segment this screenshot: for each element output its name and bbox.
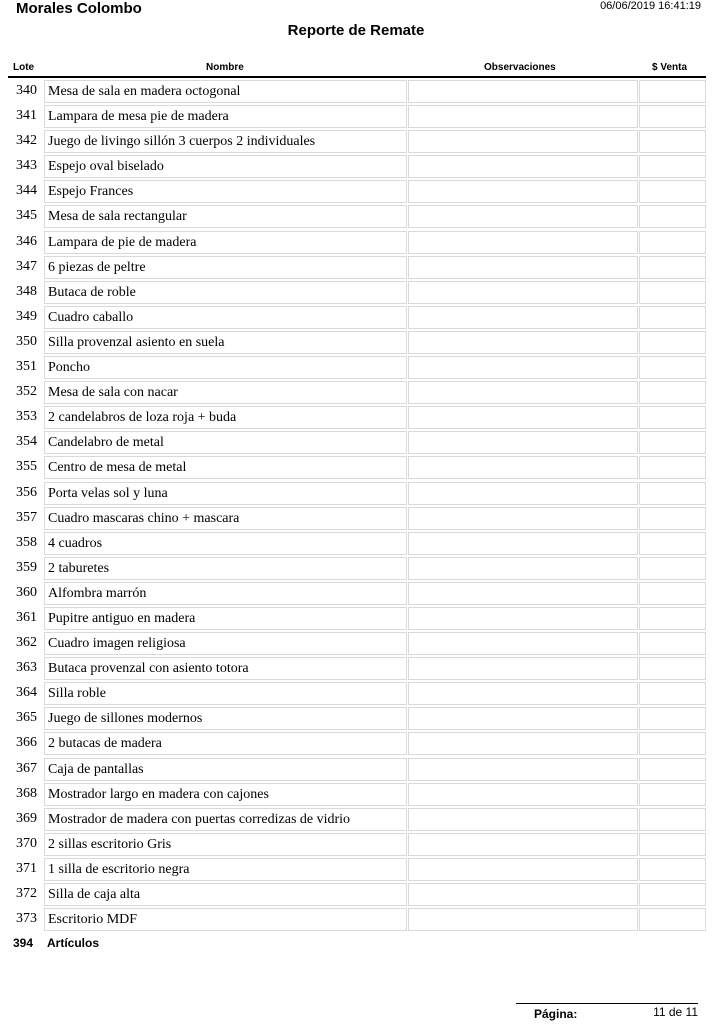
nombre-cell <box>44 783 407 806</box>
nombre-cell <box>44 456 407 479</box>
table-row <box>8 79 706 104</box>
observaciones-cell[interactable] <box>408 306 638 329</box>
venta-cell[interactable] <box>639 256 706 279</box>
lote-number: 370 <box>16 835 37 851</box>
lote-cell <box>8 456 43 479</box>
observaciones-cell[interactable] <box>408 256 638 279</box>
lote-number: 351 <box>16 359 37 375</box>
lote-cell <box>8 431 43 454</box>
item-name: 1 silla de escritorio negra <box>48 861 190 877</box>
lote-number: 363 <box>16 660 37 676</box>
lote-number: 349 <box>16 308 37 324</box>
table-row <box>8 179 706 204</box>
venta-cell[interactable] <box>639 657 706 680</box>
lote-number: 362 <box>16 635 37 651</box>
report-timestamp: 06/06/2019 16:41:19 <box>600 0 701 12</box>
lote-number: 341 <box>16 108 37 124</box>
lote-number: 368 <box>16 785 37 801</box>
lote-cell <box>8 130 43 153</box>
lote-cell <box>8 356 43 379</box>
venta-cell[interactable] <box>639 306 706 329</box>
item-name: Centro de mesa de metal <box>48 460 187 476</box>
observaciones-cell[interactable] <box>408 632 638 655</box>
table-row <box>8 129 706 154</box>
venta-cell[interactable] <box>639 406 706 429</box>
venta-cell[interactable] <box>639 231 706 254</box>
item-name: 4 cuadros <box>48 535 103 551</box>
venta-cell[interactable] <box>639 532 706 555</box>
observaciones-cell[interactable] <box>408 456 638 479</box>
table-row <box>8 255 706 280</box>
venta-cell[interactable] <box>639 205 706 228</box>
nombre-cell <box>44 155 407 178</box>
lote-cell <box>8 231 43 254</box>
table-row <box>8 656 706 681</box>
lote-cell <box>8 105 43 128</box>
nombre-cell <box>44 707 407 730</box>
observaciones-cell[interactable] <box>408 858 638 881</box>
table-row <box>8 330 706 355</box>
column-header-lote: Lote <box>13 62 35 73</box>
item-name: Poncho <box>48 360 90 376</box>
lote-cell <box>8 883 43 906</box>
item-name: 2 candelabros de loza roja + buda <box>48 410 237 426</box>
venta-cell[interactable] <box>639 758 706 781</box>
nombre-cell <box>44 532 407 555</box>
nombre-cell <box>44 80 407 103</box>
lote-cell <box>8 607 43 630</box>
item-name: Mostrador largo en madera con cajones <box>48 786 269 802</box>
item-name: Juego de sillones modernos <box>48 711 203 727</box>
venta-cell[interactable] <box>639 155 706 178</box>
lote-cell <box>8 180 43 203</box>
observaciones-cell[interactable] <box>408 883 638 906</box>
item-name: Escritorio MDF <box>48 912 138 928</box>
table-row <box>8 280 706 305</box>
item-name: 2 taburetes <box>48 560 110 576</box>
observaciones-cell[interactable] <box>408 607 638 630</box>
item-name: Pupitre antiguo en madera <box>48 610 196 626</box>
observaciones-cell[interactable] <box>408 682 638 705</box>
observaciones-cell[interactable] <box>408 532 638 555</box>
lote-number: 364 <box>16 685 37 701</box>
nombre-cell <box>44 657 407 680</box>
total-count: 394 <box>13 936 34 950</box>
observaciones-cell[interactable] <box>408 557 638 580</box>
item-name: 2 butacas de madera <box>48 736 162 752</box>
nombre-cell <box>44 858 407 881</box>
venta-cell[interactable] <box>639 682 706 705</box>
lote-cell <box>8 707 43 730</box>
table-row <box>8 857 706 882</box>
table-row <box>8 355 706 380</box>
observaciones-cell[interactable] <box>408 331 638 354</box>
column-header-observaciones: Observaciones <box>484 62 556 73</box>
item-name: Silla provenzal asiento en suela <box>48 334 225 350</box>
lote-number: 372 <box>16 886 37 901</box>
lote-number: 353 <box>16 409 37 425</box>
venta-cell[interactable] <box>639 356 706 379</box>
nombre-cell <box>44 507 407 530</box>
company-name: Morales Colombo <box>16 0 142 17</box>
nombre-cell <box>44 908 407 931</box>
lote-number: 359 <box>16 559 37 575</box>
venta-cell[interactable] <box>639 582 706 605</box>
lote-cell <box>8 482 43 505</box>
nombre-cell <box>44 431 407 454</box>
observaciones-cell[interactable] <box>408 231 638 254</box>
table-row <box>8 305 706 330</box>
table-row <box>8 757 706 782</box>
nombre-cell <box>44 732 407 755</box>
item-name: Butaca provenzal con asiento totora <box>48 661 249 677</box>
table-row <box>8 556 706 581</box>
observaciones-cell[interactable] <box>408 406 638 429</box>
nombre-cell <box>44 582 407 605</box>
lot-table <box>8 79 706 932</box>
lote-cell <box>8 331 43 354</box>
venta-cell[interactable] <box>639 607 706 630</box>
table-row <box>8 907 706 932</box>
observaciones-cell[interactable] <box>408 707 638 730</box>
observaciones-cell[interactable] <box>408 732 638 755</box>
venta-cell[interactable] <box>639 908 706 931</box>
table-row <box>8 154 706 179</box>
lote-number: 347 <box>16 258 37 274</box>
lote-number: 358 <box>16 534 37 550</box>
item-name: Butaca de roble <box>48 284 136 300</box>
venta-cell[interactable] <box>639 105 706 128</box>
observaciones-cell[interactable] <box>408 783 638 806</box>
lote-cell <box>8 908 43 931</box>
venta-cell[interactable] <box>639 707 706 730</box>
nombre-cell <box>44 632 407 655</box>
table-row <box>8 782 706 807</box>
observaciones-cell[interactable] <box>408 507 638 530</box>
table-row <box>8 204 706 229</box>
observaciones-cell[interactable] <box>408 482 638 505</box>
observaciones-cell[interactable] <box>408 205 638 228</box>
lote-number: 355 <box>16 459 37 475</box>
item-name: Candelabro de metal <box>48 435 164 451</box>
report-title: Reporte de Remate <box>287 22 425 39</box>
observaciones-cell[interactable] <box>408 833 638 856</box>
lote-number: 367 <box>16 760 37 776</box>
lote-cell <box>8 632 43 655</box>
lote-number: 342 <box>16 133 37 149</box>
table-row <box>8 230 706 255</box>
nombre-cell <box>44 231 407 254</box>
nombre-cell <box>44 356 407 379</box>
table-row <box>8 481 706 506</box>
table-row <box>8 380 706 405</box>
item-name: Caja de pantallas <box>48 761 144 777</box>
observaciones-cell[interactable] <box>408 80 638 103</box>
table-row <box>8 606 706 631</box>
item-name: Cuadro caballo <box>48 309 134 325</box>
nombre-cell <box>44 256 407 279</box>
lote-cell <box>8 758 43 781</box>
nombre-cell <box>44 205 407 228</box>
venta-cell[interactable] <box>639 808 706 831</box>
lote-number: 365 <box>16 710 37 726</box>
lote-number: 345 <box>16 208 37 224</box>
nombre-cell <box>44 281 407 304</box>
venta-cell[interactable] <box>639 858 706 881</box>
lote-cell <box>8 657 43 680</box>
table-row <box>8 506 706 531</box>
item-name: Espejo Frances <box>48 184 134 200</box>
venta-cell[interactable] <box>639 331 706 354</box>
lote-number: 356 <box>16 484 37 500</box>
venta-cell[interactable] <box>639 507 706 530</box>
table-row <box>8 581 706 606</box>
item-name: 2 sillas escritorio Gris <box>48 836 172 852</box>
item-name: Lampara de mesa pie de madera <box>48 109 229 125</box>
venta-cell[interactable] <box>639 732 706 755</box>
table-row <box>8 430 706 455</box>
observaciones-cell[interactable] <box>408 808 638 831</box>
item-name: 6 piezas de peltre <box>48 259 146 275</box>
item-name: Silla de caja alta <box>48 887 141 902</box>
venta-cell[interactable] <box>639 482 706 505</box>
observaciones-cell[interactable] <box>408 431 638 454</box>
lote-cell <box>8 406 43 429</box>
table-row <box>8 531 706 556</box>
nombre-cell <box>44 808 407 831</box>
table-row <box>8 405 706 430</box>
venta-cell[interactable] <box>639 456 706 479</box>
lote-number: 361 <box>16 609 37 625</box>
observaciones-cell[interactable] <box>408 908 638 931</box>
lote-cell <box>8 306 43 329</box>
lote-cell <box>8 557 43 580</box>
venta-cell[interactable] <box>639 180 706 203</box>
observaciones-cell[interactable] <box>408 180 638 203</box>
venta-cell[interactable] <box>639 381 706 404</box>
item-name: Cuadro mascaras chino + mascara <box>48 510 240 526</box>
item-name: Mesa de sala rectangular <box>48 209 187 225</box>
lote-cell <box>8 532 43 555</box>
venta-cell[interactable] <box>639 557 706 580</box>
observaciones-cell[interactable] <box>408 356 638 379</box>
nombre-cell <box>44 381 407 404</box>
table-row <box>8 832 706 857</box>
lote-cell <box>8 833 43 856</box>
nombre-cell <box>44 557 407 580</box>
item-name: Mesa de sala en madera octogonal <box>48 84 241 99</box>
lote-cell <box>8 80 43 103</box>
table-row <box>8 681 706 706</box>
lote-number: 369 <box>16 810 37 826</box>
item-name: Espejo oval biselado <box>48 159 164 175</box>
table-row <box>8 882 706 907</box>
nombre-cell <box>44 130 407 153</box>
observaciones-cell[interactable] <box>408 758 638 781</box>
venta-cell[interactable] <box>639 833 706 856</box>
lote-cell <box>8 783 43 806</box>
nombre-cell <box>44 331 407 354</box>
nombre-cell <box>44 306 407 329</box>
lote-cell <box>8 507 43 530</box>
nombre-cell <box>44 607 407 630</box>
lote-number: 357 <box>16 509 37 525</box>
nombre-cell <box>44 406 407 429</box>
lote-cell <box>8 256 43 279</box>
lote-number: 371 <box>16 860 37 876</box>
item-name: Mostrador de madera con puertas corredizas de vidrio <box>48 811 351 827</box>
lote-number: 373 <box>16 911 37 927</box>
column-header-venta: $ Venta <box>652 62 688 73</box>
lote-number: 354 <box>16 434 37 450</box>
table-row <box>8 807 706 832</box>
total-label: Artículos <box>47 936 100 950</box>
lote-cell <box>8 155 43 178</box>
nombre-cell <box>44 682 407 705</box>
item-name: Cuadro imagen religiosa <box>48 636 186 652</box>
table-row <box>8 731 706 756</box>
lote-cell <box>8 205 43 228</box>
lote-number: 346 <box>16 233 37 249</box>
observaciones-cell[interactable] <box>408 130 638 153</box>
nombre-cell <box>44 180 407 203</box>
item-name: Porta velas sol y luna <box>48 485 168 501</box>
header-divider <box>8 76 706 78</box>
table-row <box>8 631 706 656</box>
observaciones-cell[interactable] <box>408 381 638 404</box>
venta-cell[interactable] <box>639 281 706 304</box>
observaciones-cell[interactable] <box>408 105 638 128</box>
nombre-cell <box>44 105 407 128</box>
table-row <box>8 706 706 731</box>
venta-cell[interactable] <box>639 783 706 806</box>
observaciones-cell[interactable] <box>408 155 638 178</box>
item-name: Alfombra marrón <box>48 585 147 601</box>
lote-number: 344 <box>16 183 37 199</box>
nombre-cell <box>44 883 407 906</box>
lote-cell <box>8 682 43 705</box>
observaciones-cell[interactable] <box>408 281 638 304</box>
page-label: Página: <box>534 1007 578 1021</box>
venta-cell[interactable] <box>639 883 706 906</box>
lote-number: 350 <box>16 333 37 349</box>
venta-cell[interactable] <box>639 632 706 655</box>
page-number: 11 de 11 <box>653 1005 698 1019</box>
item-name: Mesa de sala con nacar <box>48 385 178 401</box>
item-name: Silla roble <box>48 686 106 702</box>
lote-cell <box>8 808 43 831</box>
table-row <box>8 104 706 129</box>
lote-number: 343 <box>16 158 37 174</box>
item-name: Juego de livingo sillón 3 cuerpos 2 individuales <box>48 134 316 150</box>
lote-cell <box>8 732 43 755</box>
lote-number: 340 <box>16 83 37 98</box>
venta-cell[interactable] <box>639 80 706 103</box>
venta-cell[interactable] <box>639 431 706 454</box>
lote-number: 366 <box>16 735 37 751</box>
lote-number: 352 <box>16 384 37 400</box>
lote-cell <box>8 582 43 605</box>
venta-cell[interactable] <box>639 130 706 153</box>
observaciones-cell[interactable] <box>408 582 638 605</box>
lote-number: 360 <box>16 584 37 600</box>
table-row <box>8 455 706 480</box>
footer-divider <box>516 1003 698 1004</box>
nombre-cell <box>44 758 407 781</box>
nombre-cell <box>44 482 407 505</box>
item-name: Lampara de pie de madera <box>48 234 197 250</box>
lote-cell <box>8 281 43 304</box>
lote-number: 348 <box>16 283 37 299</box>
nombre-cell <box>44 833 407 856</box>
lote-cell <box>8 858 43 881</box>
table-header <box>8 60 706 76</box>
lote-cell <box>8 381 43 404</box>
observaciones-cell[interactable] <box>408 657 638 680</box>
column-header-nombre: Nombre <box>206 62 244 73</box>
